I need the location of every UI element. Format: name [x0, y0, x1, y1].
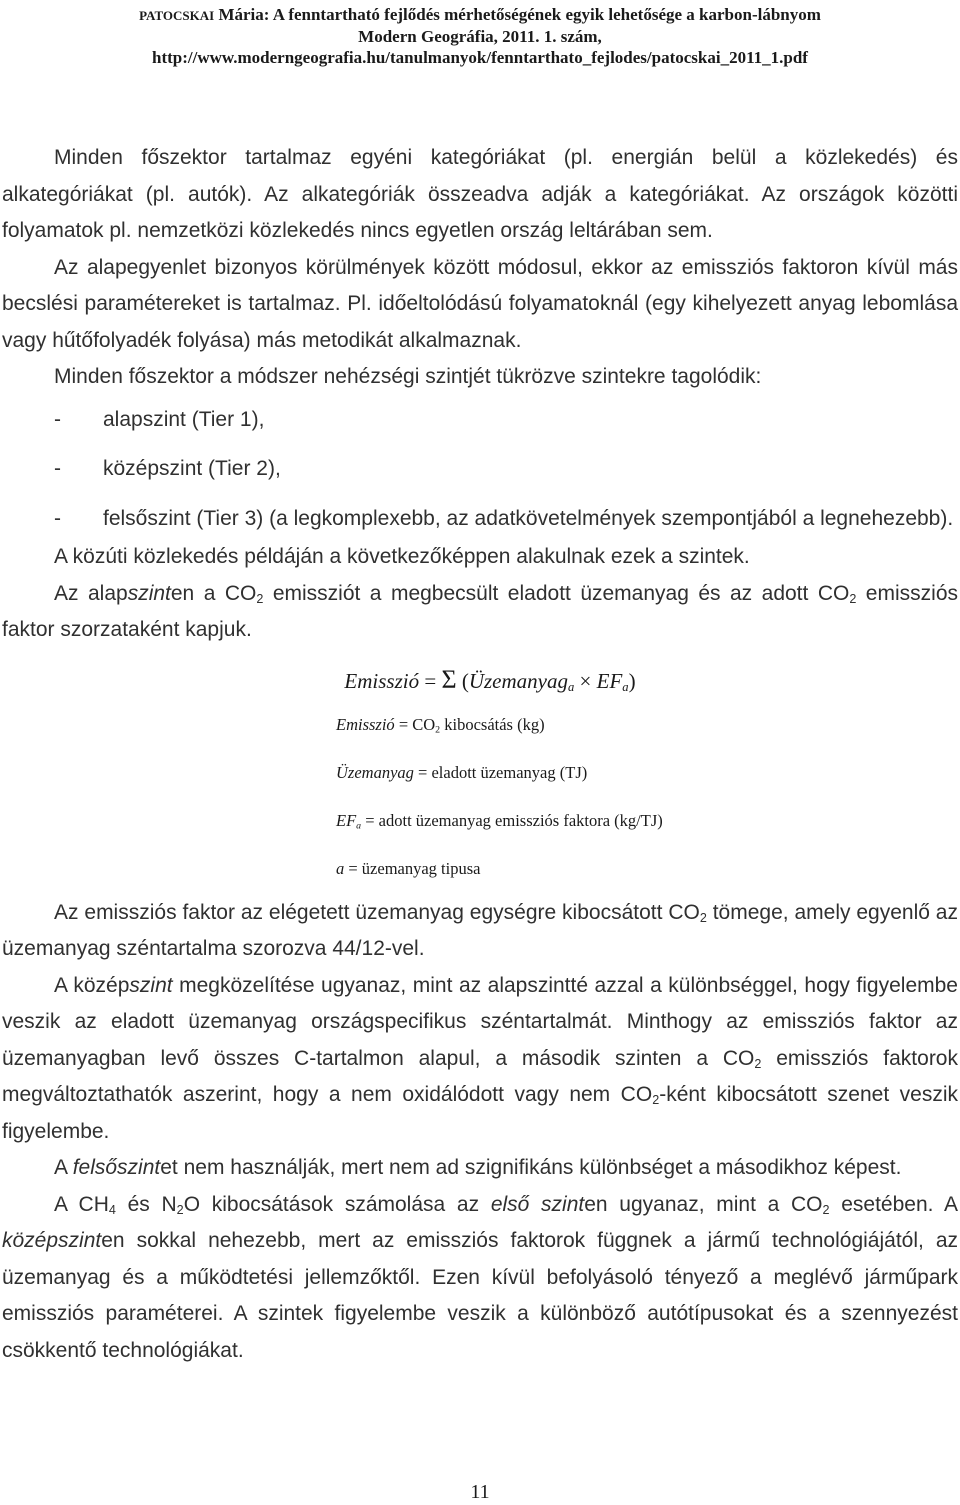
list-dash: - — [54, 457, 61, 480]
paragraph-2: Az alapegyenlet bizonyos körülmények között módosul, ekkor az emissziós faktoron kívül más becslési paramétereket is tartalmaz. Pl. időeltolódású folyamatoknál (egy kihelyezett anyag lebomlása vagy hűtőfolyadék folyása) más metodikát alkalmaznak. — [2, 255, 958, 352]
header-title-text: Mária: A fenntartható fejlődés mérhetőségének egyik lehetősége a karbon-lábnyom — [214, 5, 821, 24]
definition-fuel: Üzemanyag = eladott üzemanyag (TJ) — [336, 762, 588, 782]
header-journal: Modern Geográfia, 2011. 1. szám, — [358, 27, 602, 46]
paragraph-5: Az alapszinten a $CO_2$ emissziót a megbecsült eladott üzemanyag és az adott $CO_2$ emissziós faktor szorzataként kapjuk. — [2, 581, 958, 641]
list-dash: - — [54, 407, 61, 431]
sigma-symbol: Σ — [441, 664, 457, 694]
page-header — [0, 4, 960, 68]
paragraph-6: Az emissziós faktor az elégetett üzemanyag egységre kibocsátott $CO_2$ tömege, amely egyenlő az üzemanyag széntartalma szorozva 44/12-vel. — [2, 900, 958, 960]
page-number: 11 — [470, 1481, 490, 1503]
paragraph-1: Minden főszektor tartalmaz egyéni kategóriákat (pl. energián belül a közlekedés) és alkategóriákat (pl. autók). Az alkategóriák összeadva adják a kategóriákat. Az országok közötti folyamatok pl. nemzetközi közlekedés nincs egyetlen ország leltárában sem. — [2, 146, 958, 242]
paragraph-3: Minden főszektor a módszer nehézségi szintjét tükrözve szintekre tagolódik: — [54, 365, 762, 388]
list-dash: - — [54, 506, 61, 530]
paragraph-9: A $CH_4$ és $N_2O$ kibocsátások számolása az első szinten ugyanaz, mint a $CO_2$ esetében. A középszinten sokkal nehezebb, mert az emissziós faktorok függnek a jármű technológiájától, az üzemanyag és a működtetési jellemzőktől. Ezen kívül befolyásoló tényező a meglévő járműpark emissziós paraméterei. A szintek figyelembe veszik a különböző autótípusokat és a szennyezést csökkentő technológiákat. — [2, 1192, 959, 1362]
paragraph-8: A felsőszintet nem használják, mert nem ad szignifikáns különbséget a másodikhoz képest. — [54, 1156, 902, 1179]
paragraph-4: A közúti közlekedés példáján a következőképpen alakulnak ezek a szintek. — [54, 545, 750, 568]
tier-2-item — [2, 451, 958, 488]
emission-formula: Emisszió = Σ (Üzemanyag$_a$ × $EF_a$) — [344, 664, 636, 694]
definition-ef: $EF_a$ = adott üzemanyag emissziós faktora (kg/TJ) — [336, 810, 663, 831]
tier-3-item — [2, 501, 958, 538]
page-body — [2, 140, 958, 1369]
paragraph-7: A középszint megközelítése ugyanaz, mint az alapszintté azzal a különbséggel, hogy figyelembe veszik az eladott üzemanyag országspecifikus széntartalmát. Minthogy az emissziós faktor az üzemanyagban levő összes C-tartalmon alapul, a második szinten a $CO_2$ emissziós faktorok megváltoztathatók aszerint, hogy a nem oxidálódott vagy nem $CO_2$-ként kibocsátott szenet veszik figyelembe. — [2, 973, 959, 1143]
definition-a: a = üzemanyag tipusa — [336, 858, 481, 878]
tier-1-item — [2, 402, 958, 439]
header-author: PATOCSKAI — [139, 8, 215, 23]
header-title — [0, 4, 960, 26]
header-url: http://www.moderngeografia.hu/tanulmanyok/fenntarthato_fejlodes/patocskai_2011_1.pdf — [152, 48, 808, 67]
tier-1-text: alapszint (Tier 1), — [103, 407, 265, 431]
tier-2-text: középszint (Tier 2), — [103, 457, 281, 480]
definition-emission: Emisszió = $CO_2$ kibocsátás (kg) — [336, 714, 545, 735]
tier-3-text: felsőszint (Tier 3) (a legkomplexebb, az adatkövetelmények szempontjából a legnehezebb). — [103, 506, 954, 530]
